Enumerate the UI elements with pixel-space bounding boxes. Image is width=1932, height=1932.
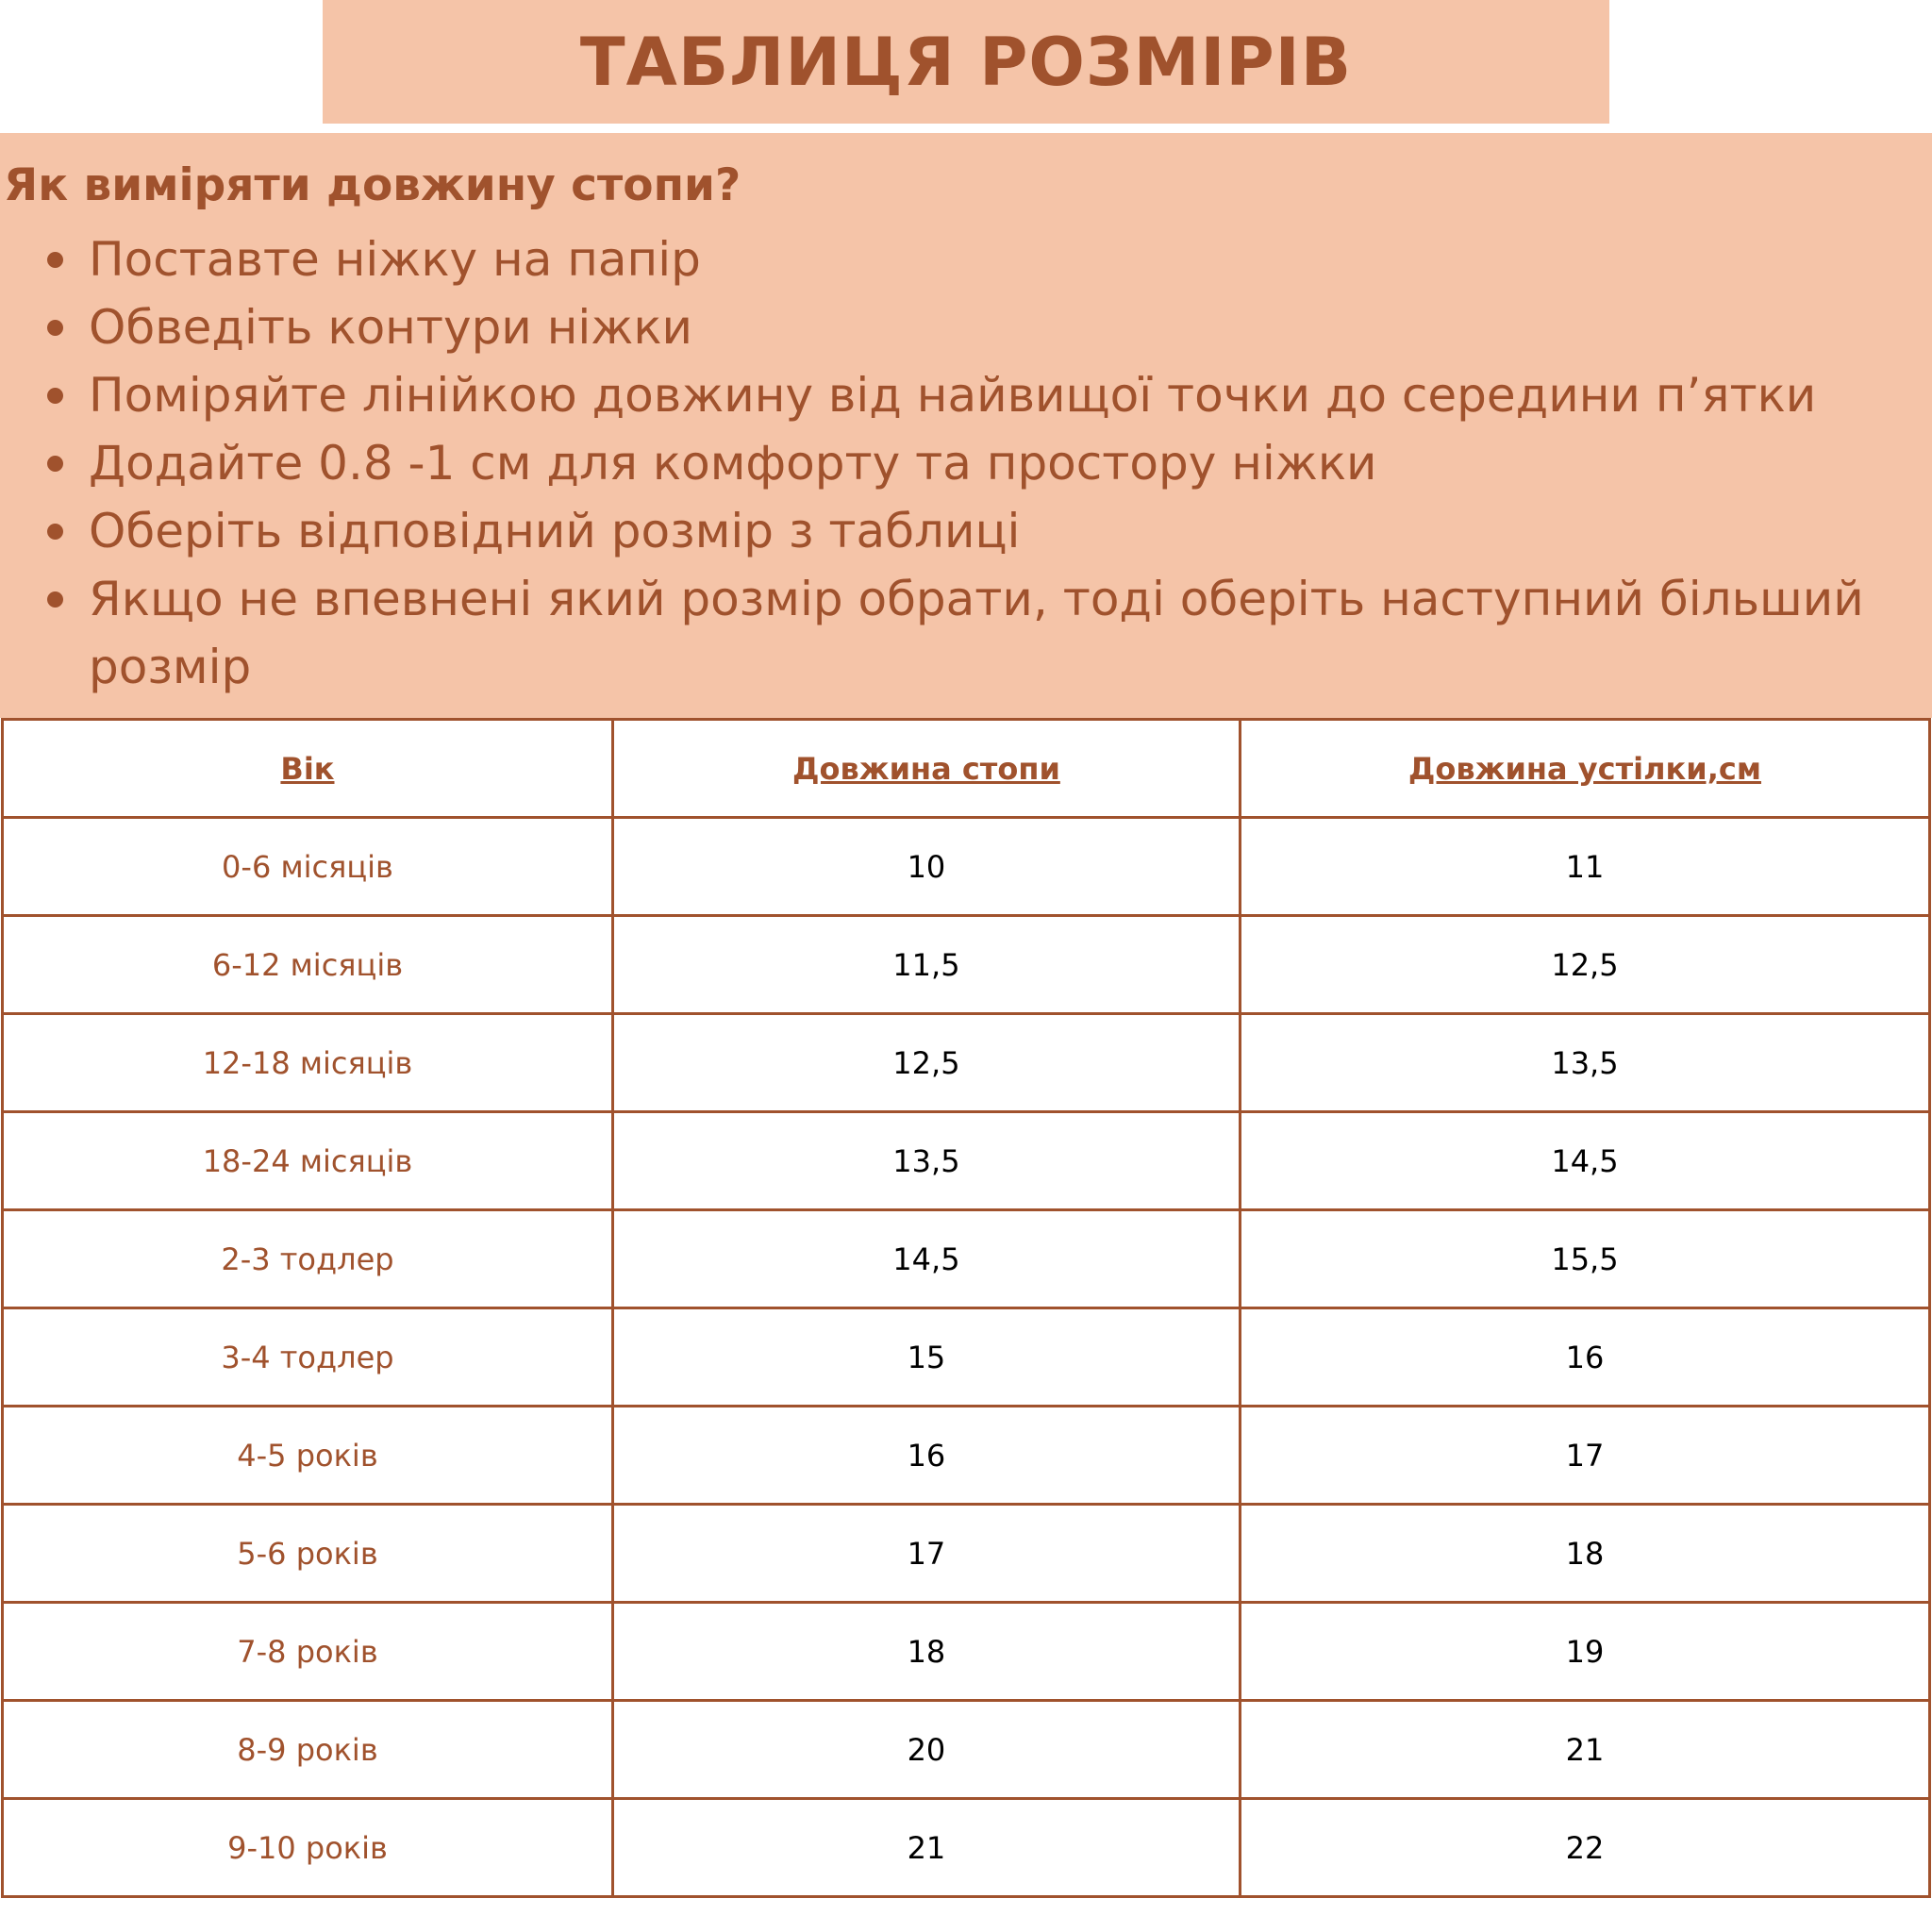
table-row [3, 1112, 1930, 1210]
instruction-item [0, 361, 1924, 429]
foot-length-cell: 11,5 [612, 916, 1240, 1014]
age-cell: 9-10 років [3, 1799, 613, 1897]
insole-length-cell: 19 [1240, 1603, 1929, 1701]
table-row [3, 1210, 1930, 1308]
instruction-text: Якщо не впевнені який розмір обрати, тоді оберіть наступний більший розмір [89, 572, 1864, 694]
age-cell: 8-9 років [3, 1701, 613, 1799]
foot-length-cell: 15 [612, 1308, 1240, 1407]
insole-length-cell: 13,5 [1240, 1014, 1929, 1112]
header-foot-length: Довжина стопи [612, 720, 1240, 818]
table-row [3, 1603, 1930, 1701]
insole-length-cell: 14,5 [1240, 1112, 1929, 1210]
page-title: ТАБЛИЦЯ РОЗМІРІВ [579, 23, 1353, 101]
instructions-panel [0, 133, 1932, 718]
age-cell: 6-12 місяців [3, 916, 613, 1014]
table-row [3, 1308, 1930, 1407]
insole-length-cell: 11 [1240, 818, 1929, 916]
age-cell: 5-6 років [3, 1505, 613, 1603]
age-cell: 12-18 місяців [3, 1014, 613, 1112]
instructions-heading: Як виміряти довжину стопи? [4, 159, 741, 211]
table-row [3, 1505, 1930, 1603]
foot-length-cell: 10 [612, 818, 1240, 916]
insole-length-cell: 12,5 [1240, 916, 1929, 1014]
insole-length-cell: 15,5 [1240, 1210, 1929, 1308]
bullet-icon [47, 320, 63, 336]
foot-length-cell: 21 [612, 1799, 1240, 1897]
insole-length-cell: 21 [1240, 1701, 1929, 1799]
age-cell: 0-6 місяців [3, 818, 613, 916]
table-row [3, 916, 1930, 1014]
header-insole-length: Довжина устілки,см [1240, 720, 1929, 818]
instruction-text: Оберіть відповідний розмір з таблиці [89, 504, 1021, 558]
title-banner [323, 0, 1609, 124]
instruction-item [0, 225, 1924, 293]
foot-length-cell: 13,5 [612, 1112, 1240, 1210]
table-row [3, 1799, 1930, 1897]
instructions-list [0, 225, 1924, 701]
foot-length-cell: 17 [612, 1505, 1240, 1603]
instruction-item [0, 429, 1924, 497]
instruction-text: Поставте ніжку на папір [89, 232, 701, 287]
insole-length-cell: 18 [1240, 1505, 1929, 1603]
size-table [1, 718, 1931, 1898]
instruction-item [0, 497, 1924, 565]
bullet-icon [47, 252, 63, 268]
insole-length-cell: 16 [1240, 1308, 1929, 1407]
instruction-item [0, 293, 1924, 361]
bullet-icon [47, 388, 63, 404]
foot-length-cell: 14,5 [612, 1210, 1240, 1308]
foot-length-cell: 20 [612, 1701, 1240, 1799]
table-header-row [3, 720, 1930, 818]
age-cell: 18-24 місяців [3, 1112, 613, 1210]
age-cell: 2-3 тодлер [3, 1210, 613, 1308]
table-row [3, 1407, 1930, 1505]
age-cell: 3-4 тодлер [3, 1308, 613, 1407]
instruction-text: Додайте 0.8 -1 см для комфорту та простору ніжки [89, 436, 1377, 491]
foot-length-cell: 16 [612, 1407, 1240, 1505]
instruction-text: Поміряйте лінійкою довжину від найвищої точки до середини п’ятки [89, 368, 1817, 423]
age-cell: 7-8 років [3, 1603, 613, 1701]
foot-length-cell: 12,5 [612, 1014, 1240, 1112]
foot-length-cell: 18 [612, 1603, 1240, 1701]
age-cell: 4-5 років [3, 1407, 613, 1505]
instruction-item [0, 565, 1924, 701]
bullet-icon [47, 456, 63, 472]
header-age: Вік [3, 720, 613, 818]
table-row [3, 1701, 1930, 1799]
bullet-icon [47, 591, 63, 608]
instruction-text: Обведіть контури ніжки [89, 300, 693, 355]
bullet-icon [47, 524, 63, 540]
insole-length-cell: 17 [1240, 1407, 1929, 1505]
table-row [3, 1014, 1930, 1112]
table-row [3, 818, 1930, 916]
insole-length-cell: 22 [1240, 1799, 1929, 1897]
